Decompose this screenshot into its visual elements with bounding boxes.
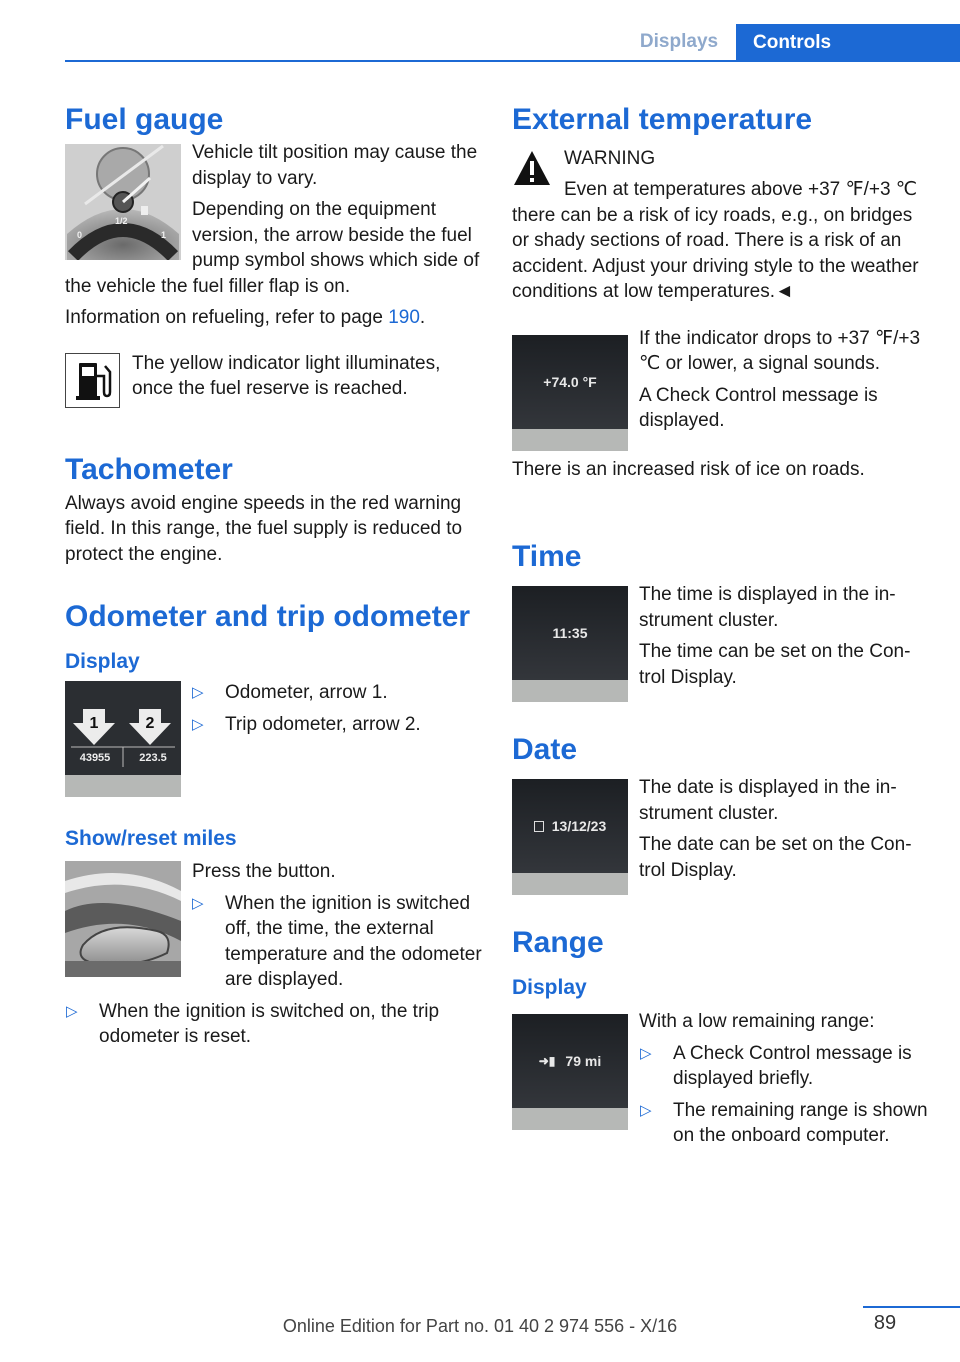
warning-block	[512, 147, 930, 305]
date-lcd-value: 13/12/23	[551, 818, 607, 834]
range-p1: With a low remaining range:	[639, 1011, 875, 1032]
date-lcd-figure	[512, 779, 628, 895]
refuel-reference	[65, 305, 483, 331]
page-header	[0, 24, 960, 62]
warning-text: Even at temperatures above +37 ℉/+3 ℃ there can be a risk of icy roads, e.g., on bridges or shady sections of road. There is a risk of an accident. Adjust your driving style to the weather conditions at low temperatures.◄	[512, 179, 919, 302]
range-list	[639, 1041, 930, 1149]
refuel-reference-end: .	[419, 307, 426, 328]
warning-triangle-icon	[512, 149, 552, 187]
edition-line	[0, 1316, 960, 1337]
temperature-lcd-value: +74.0 °F	[543, 373, 597, 390]
time-section	[512, 537, 930, 708]
temperature-p2: A Check Control message is displayed.	[639, 384, 878, 431]
tachometer-text: Always avoid engine speeds in the red warning field. In this range, the fuel supply is reduced to protect the engine.	[65, 492, 463, 565]
warning-label: WARNING	[564, 148, 656, 169]
date-block	[512, 775, 930, 901]
bullet-icon: ▷	[66, 1002, 78, 1020]
fuel-gauge-p1: Vehicle tilt position may cause the display to vary.	[192, 142, 478, 189]
calendar-icon	[534, 821, 544, 832]
fuel-gauge-section	[65, 100, 483, 414]
fuel-reserve-icon	[65, 353, 120, 408]
fuel-pump-icon	[141, 206, 148, 215]
range-title: Range	[512, 926, 604, 959]
gauge-label-half: 1/2	[115, 216, 128, 226]
reset-button-figure	[65, 861, 181, 977]
reserve-indicator-block	[65, 351, 483, 414]
header-section-tab[interactable]: Displays	[639, 31, 719, 52]
temperature-p1: If the indicator drops to +37 ℉/+3 ℃ or lower, a signal sounds.	[639, 327, 921, 374]
reset-list-continued	[65, 999, 483, 1050]
bullet-icon: ▷	[192, 715, 204, 733]
bullet-icon: ▷	[192, 684, 204, 701]
left-column	[65, 100, 483, 1050]
reset-instruction: Press the button.	[192, 861, 336, 882]
time-lcd-value: 11:35	[552, 625, 588, 641]
odometer-display-block	[65, 680, 483, 803]
odometer-section	[65, 597, 483, 1050]
bullet-icon: ▷	[192, 894, 204, 912]
trip-odometer-value: 223.5	[139, 752, 167, 764]
list-item: ▷ A Check Control message is displayed briefly.	[640, 1042, 912, 1089]
time-lcd-figure	[512, 586, 628, 702]
tachometer-title: Tachometer	[65, 452, 233, 486]
odometer-list	[191, 680, 483, 737]
header-chapter-tab[interactable]: Controls	[736, 24, 960, 62]
fuel-gauge-p2: Depending on the equipment version, the arrow beside the fuel pump symbol shows which side of the vehicle the fuel filler flap is on.	[65, 199, 480, 297]
fuel-gauge-image	[65, 144, 181, 260]
list-item: ▷ When the ignition is switched on, the trip odometer is reset.	[66, 1000, 440, 1047]
date-section	[512, 730, 930, 901]
reset-block	[65, 859, 483, 1050]
refuel-reference-text: Information on refueling, refer to page	[65, 307, 389, 328]
date-title: Date	[512, 733, 578, 766]
list-item: ▷ When the ignition is switched off, the time, the external temperature and the odometer are displayed.	[192, 892, 482, 990]
page-190-link[interactable]: 190	[388, 307, 420, 328]
external-temperature-title: External temperature	[512, 103, 813, 136]
temperature-lcd-figure	[512, 335, 628, 451]
range-lcd-figure	[512, 1014, 628, 1130]
page-number: 89	[873, 1312, 897, 1334]
range-display-heading: Display	[512, 976, 587, 999]
time-p2: The time can be set on the Control Display.	[639, 641, 911, 688]
odometer-arrow-1-label: 1	[89, 715, 99, 732]
fuel-arrow-icon: ➜▮	[538, 1054, 556, 1068]
fuel-gauge-title: Fuel gauge	[65, 103, 224, 136]
tachometer-section	[65, 450, 483, 568]
time-title: Time	[512, 540, 582, 573]
date-p2: The date can be set on the Control Display.	[639, 834, 912, 881]
temperature-display-block	[512, 326, 930, 457]
list-item: ▷ Odometer, arrow 1.	[191, 680, 483, 706]
gauge-label-empty: 0	[77, 230, 83, 240]
bullet-icon: ▷	[640, 1101, 652, 1119]
odometer-lcd-figure	[65, 681, 181, 797]
right-column	[512, 100, 930, 1149]
date-p1: The date is displayed in the instrument cluster.	[639, 777, 897, 824]
external-temperature-section	[512, 100, 930, 482]
odometer-value: 43955	[79, 752, 111, 764]
odometer-arrow-2-label: 2	[145, 715, 155, 732]
gauge-label-full: 1	[161, 230, 167, 240]
range-block	[512, 1009, 930, 1149]
time-p1: The time is displayed in the instrument cluster.	[639, 584, 896, 631]
bullet-icon: ▷	[640, 1044, 652, 1062]
range-lcd-value: 79 mi	[565, 1053, 602, 1069]
fuel-gauge-figure	[65, 144, 181, 260]
odometer-display-heading: Display	[65, 650, 140, 673]
range-section	[512, 923, 930, 1149]
footer-rule	[863, 1306, 960, 1308]
time-block	[512, 582, 930, 708]
edition-text: Online Edition for Part no. 01 40 2 974 556 - X/16	[282, 1316, 678, 1336]
temperature-p3: There is an increased risk of ice on roads.	[512, 458, 865, 480]
reset-miles-heading: Show/reset miles	[65, 827, 237, 850]
odometer-title: Odometer and trip odometer	[65, 600, 471, 633]
reserve-indicator-text: The yellow indicator light illuminates, once the fuel reserve is reached.	[132, 352, 441, 399]
header-rule	[65, 60, 960, 62]
list-item: ▷ Trip odometer, arrow 2.	[191, 712, 483, 738]
list-item: ▷ The remaining range is shown on the onboard computer.	[640, 1099, 928, 1146]
